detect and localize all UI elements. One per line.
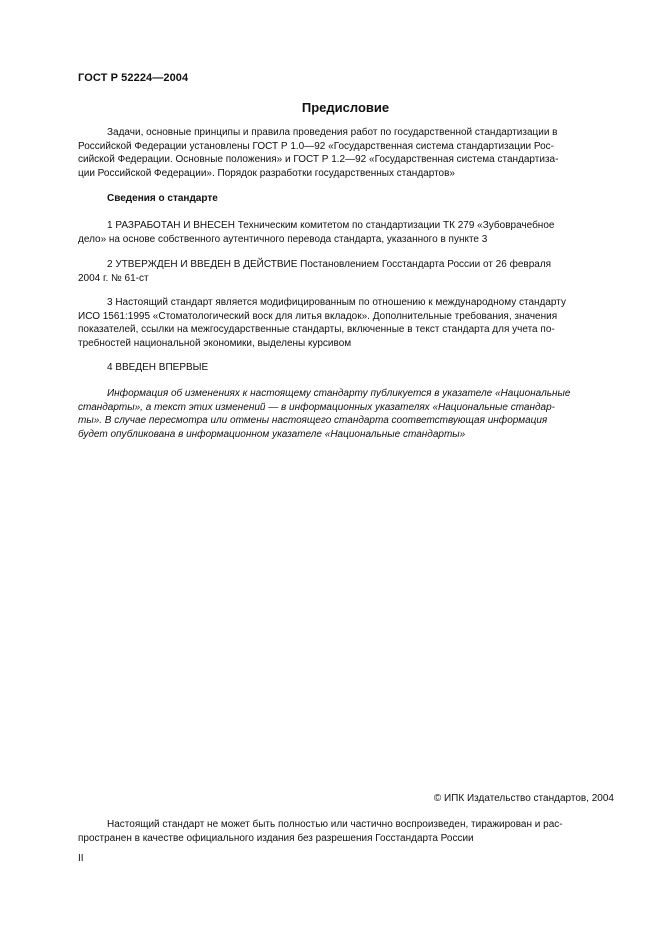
- item-4-paragraph: [78, 361, 614, 375]
- item-1-paragraph: [78, 219, 614, 246]
- notice-line: Настоящий стандарт не может быть полностью или частично воспроизведен, тиражирован и рас-: [107, 819, 563, 830]
- item-3-line: показателей, ссылки на межгосударственные стандарты, включенные в текст стандарта для учета по-: [78, 324, 555, 335]
- item-4-line: 4 ВВЕДЕН ВПЕРВЫЕ: [107, 362, 209, 373]
- info-paragraph: [78, 387, 614, 441]
- intro-line: сийской Федерации. Основные положения» и ГОСТ Р 1.2—92 «Государственная система стандартиза-: [78, 154, 559, 165]
- page-title: Предисловие: [301, 100, 390, 115]
- item-1-line: дело» на основе собственного аутентичного перевода стандарта, указанного в пункте 3: [78, 233, 488, 245]
- section-subheading: Сведения о стандарте: [107, 193, 218, 204]
- notice-line: пространен в качестве официального издания без разрешения Госстандарта России: [78, 832, 474, 844]
- intro-paragraph: [78, 126, 614, 180]
- standard-code: ГОСТ Р 52224—2004: [78, 72, 189, 84]
- info-line: ты». В случае пересмотра или отмены настоящего стандарта соответствующая информация: [78, 415, 548, 426]
- item-3-line: ИСО 1561:1995 «Стоматологический воск для литья вкладок». Дополнительные требования, значения: [78, 310, 558, 322]
- info-line: стандарты», а текст этих изменений — в информационных указателях «Национальные стандар-: [78, 401, 555, 413]
- item-2-line: 2004 г. № 61-ст: [78, 272, 149, 284]
- item-2-line: 2 УТВЕРЖДЕН И ВВЕДЕН В ДЕЙСТВИЕ Постановлением Госстандарта России от 26 февраля: [107, 259, 552, 270]
- intro-line: Российской Федерации установлены ГОСТ Р 1.0—92 «Государственная система стандартизации Рос-: [78, 140, 555, 152]
- intro-line: ции Российской Федерации». Порядок разработки государственных стандартов»: [78, 167, 455, 179]
- item-3-paragraph: [78, 296, 614, 350]
- copyright-notice: © ИПК Издательство стандартов, 2004: [433, 793, 614, 804]
- item-3-line: требностей национальной экономики, выделены курсивом: [78, 337, 352, 349]
- intro-line: Задачи, основные принципы и правила проведения работ по государственной стандартизации в: [107, 127, 558, 138]
- item-3-line: 3 Настоящий стандарт является модифицированным по отношению к международному стандарту: [107, 297, 566, 308]
- item-1-line: 1 РАЗРАБОТАН И ВНЕСЕН Техническим комитетом по стандартизации ТК 279 «Зубоврачебное: [107, 220, 555, 231]
- info-line: Информация об изменениях к настоящему стандарту публикуется в указателе «Национальные: [107, 388, 571, 399]
- page-number: II: [78, 853, 84, 864]
- item-2-paragraph: [78, 258, 614, 285]
- reproduction-notice: [78, 818, 614, 845]
- info-line: будет опубликована в информационном указателе «Национальные стандарты»: [78, 428, 466, 440]
